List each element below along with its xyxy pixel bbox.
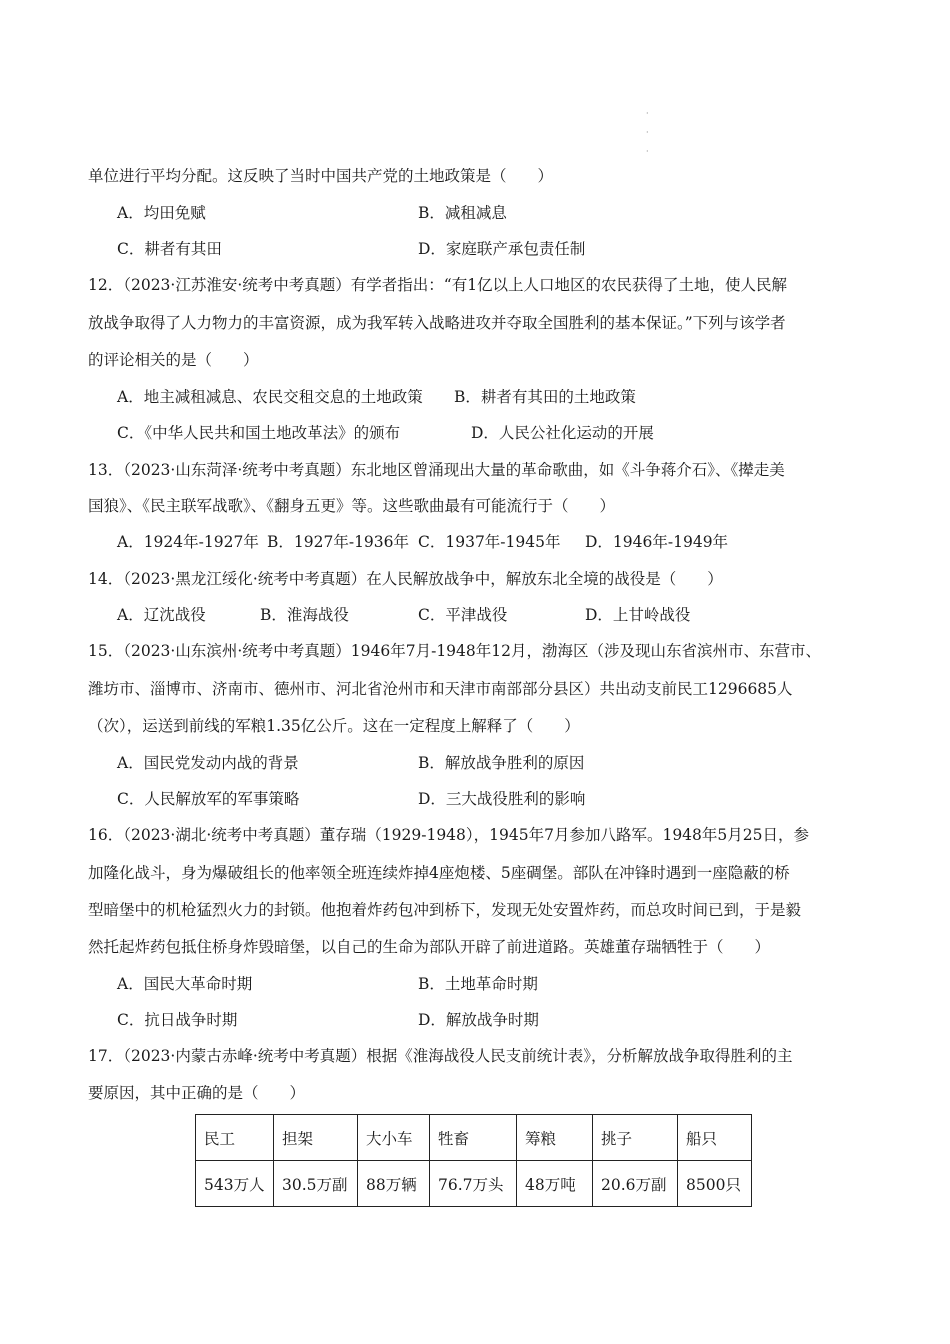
- table-row: [196, 1161, 752, 1207]
- q12-stem-line-2: 放战争取得了人力物力的丰富资源，成为我军转入战略进攻并夺取全国胜利的基本保证。”下列与该学者: [88, 314, 786, 332]
- q12-option-d[interactable]: D．人民公社化运动的开展: [471, 424, 654, 442]
- q16-option-b[interactable]: B．土地革命时期: [418, 975, 538, 993]
- q16-stem-line-2: 加隆化战斗，身为爆破组长的他率领全班连续炸掉4座炮楼、5座碉堡。部队在冲锋时遇到一座隐蔽的桥: [88, 864, 790, 882]
- q16-option-d[interactable]: D．解放战争时期: [418, 1011, 539, 1029]
- q13-option-c[interactable]: C．1937年-1945年: [418, 533, 561, 551]
- q16-option-a[interactable]: A．国民大革命时期: [117, 975, 253, 993]
- table-header-cell: 牲畜: [430, 1115, 517, 1161]
- q14-option-a[interactable]: A．辽沈战役: [117, 606, 206, 624]
- q14-stem-line-1: 14．（2023·黑龙江绥化·统考中考真题）在人民解放战争中，解放东北全境的战役是（ ）: [88, 570, 723, 588]
- q11-option-b[interactable]: B．减租减息: [418, 204, 507, 222]
- table-cell: 48万吨: [517, 1161, 593, 1207]
- q15-option-d[interactable]: D．三大战役胜利的影响: [418, 790, 586, 808]
- q13-stem-line-2: 国狼》、《民主联军战歌》、《翻身五更》等。这些歌曲最有可能流行于（ ）: [88, 497, 616, 515]
- q12-option-a[interactable]: A．地主减租减息、农民交租交息的土地政策: [117, 388, 423, 406]
- q16-stem-line-1: 16．（2023·湖北·统考中考真题）董存瑞（1929-1948），1945年7月参加八路军。1948年5月25日，参: [88, 826, 809, 844]
- table-header-row: [196, 1115, 752, 1161]
- q17-stem-line-2: 要原因，其中正确的是（ ）: [88, 1084, 306, 1102]
- table-cell: 20.6万副: [593, 1161, 678, 1207]
- q15-stem-line-2: 潍坊市、淄博市、济南市、德州市、河北省沧州市和天津市南部部分县区）共出动支前民工1296685人: [88, 680, 793, 698]
- q15-option-c[interactable]: C．人民解放军的军事策略: [117, 790, 300, 808]
- q15-option-b[interactable]: B．解放战争胜利的原因: [418, 754, 585, 772]
- q11-option-a[interactable]: A．均田免赋: [117, 204, 206, 222]
- table-cell: 543万人: [196, 1161, 274, 1207]
- table-cell: 76.7万头: [430, 1161, 517, 1207]
- table-header-cell: 筹粮: [517, 1115, 593, 1161]
- support-statistics-table: [195, 1114, 752, 1207]
- q12-stem-line-1: 12．（2023·江苏淮安·统考中考真题）有学者指出：“有1亿以上人口地区的农民获得了土地，使人民解: [88, 276, 788, 294]
- q13-option-b[interactable]: B．1927年-1936年: [267, 533, 410, 551]
- q12-option-b[interactable]: B．耕者有其田的土地政策: [454, 388, 636, 406]
- q12-stem-line-3: 的评论相关的是（ ）: [88, 351, 259, 369]
- table-header-cell: 大小车: [358, 1115, 430, 1161]
- q13-option-d[interactable]: D．1946年-1949年: [585, 533, 729, 551]
- q14-option-b[interactable]: B．淮海战役: [260, 606, 349, 624]
- q17-stem-line-1: 17．（2023·内蒙古赤峰·统考中考真题）根据《淮海战役人民支前统计表》，分析解放战争取得胜利的主: [88, 1047, 793, 1065]
- q15-stem-line-3: （次），运送到前线的军粮1.35亿公斤。这在一定程度上解释了（ ）: [88, 717, 580, 735]
- table-header-cell: 担架: [274, 1115, 358, 1161]
- q16-option-c[interactable]: C．抗日战争时期: [117, 1011, 238, 1029]
- q11-option-d[interactable]: D．家庭联产承包责任制: [418, 240, 586, 258]
- table-header-cell: 挑子: [593, 1115, 678, 1161]
- table-cell: 88万辆: [358, 1161, 430, 1207]
- table-header-cell: 船只: [678, 1115, 752, 1161]
- table-header-cell: 民工: [196, 1115, 274, 1161]
- q15-stem-line-1: 15．（2023·山东滨州·统考中考真题）1946年7月-1948年12月，渤海区（涉及现山东省滨州市、东营市、: [88, 642, 821, 660]
- q14-option-d[interactable]: D．上甘岭战役: [585, 606, 691, 624]
- q13-option-a[interactable]: A．1924年-1927年: [117, 533, 259, 551]
- q14-option-c[interactable]: C．平津战役: [418, 606, 508, 624]
- table-cell: 30.5万副: [274, 1161, 358, 1207]
- q16-stem-line-3: 型暗堡中的机枪猛烈火力的封锁。他抱着炸药包冲到桥下，发现无处安置炸药，而总攻时间已到，于是毅: [88, 901, 802, 919]
- q16-stem-line-4: 然托起炸药包抵住桥身炸毁暗堡，以自己的生命为部队开辟了前进道路。英雄董存瑞牺牲于（ ）: [88, 938, 771, 956]
- q12-option-c[interactable]: C．《中华人民共和国土地改革法》的颁布: [117, 424, 401, 442]
- q15-option-a[interactable]: A．国民党发动内战的背景: [117, 754, 299, 772]
- q11-stem-tail: 单位进行平均分配。这反映了当时中国共产党的土地政策是（ ）: [88, 167, 554, 185]
- table-cell: 8500只: [678, 1161, 752, 1207]
- decorative-dots: · · ·: [646, 109, 649, 156]
- q11-option-c[interactable]: C．耕者有其田: [117, 240, 222, 258]
- q13-stem-line-1: 13．（2023·山东菏泽·统考中考真题）东北地区曾涌现出大量的革命歌曲，如《斗争蒋介石》、《撵走美: [88, 461, 785, 479]
